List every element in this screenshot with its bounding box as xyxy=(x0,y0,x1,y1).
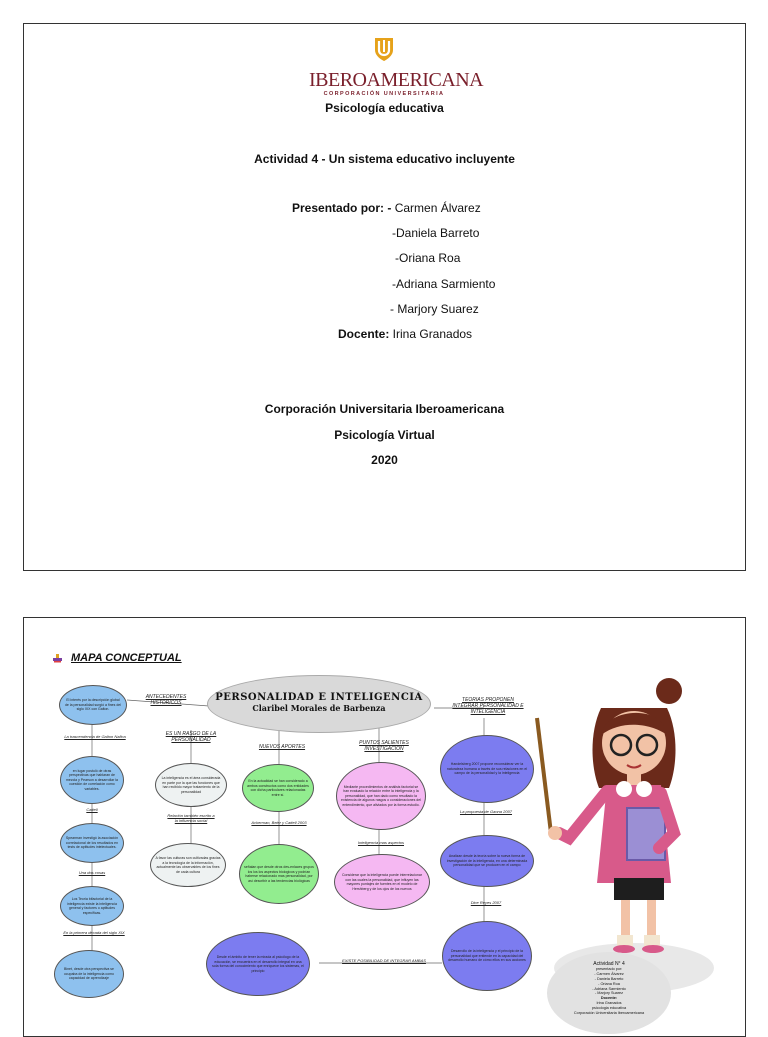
university-logo xyxy=(309,36,484,97)
node-galton: El interés por la descripción global de la personalidad surgió a fines del siglo XIX con Galton. xyxy=(59,685,127,725)
mapa-heading: MAPA CONCEPTUAL xyxy=(71,652,182,664)
label-dos-cosas: Una dos cosas xyxy=(78,870,106,875)
author-1: Carmen Álvarez xyxy=(391,201,481,215)
concept-map-page xyxy=(23,617,746,1037)
label-ackerman: Ackerman, Beier y Cattell 2003 xyxy=(251,820,307,825)
stamp-line: presentado por: xyxy=(595,966,623,971)
node-rasgo: La inteligencia es el área considerada en parte por la que las funciones que han recibido mayor tratamiento de la personalidad xyxy=(155,763,227,807)
label-hexaco: La propuesta de Gaona 2007 xyxy=(459,809,513,814)
author-5: - Marjory Suarez xyxy=(390,302,479,316)
logo-name: IBEROAMERICANA xyxy=(309,69,484,91)
stamp-line: - Carmen Álvarez xyxy=(594,971,624,976)
stamp-line: Actividad N° 4 xyxy=(593,961,625,967)
teacher-name: Irina Granados xyxy=(389,327,473,341)
credits-stamp xyxy=(547,952,671,1034)
label-galton: La trascendencia de Galton Nafica xyxy=(64,734,126,739)
map-title-bubble xyxy=(207,675,431,733)
activity-title: Actividad 4 - Un sistema educativo incluyente xyxy=(254,152,515,166)
map-author: Claribel Morales de Barbenza xyxy=(252,703,386,713)
label-cattell: Cattell xyxy=(86,807,98,812)
node-desarrollo: Desarrollo de la inteligencia y el principio de la personalidad que entiende en la capacidad del desarrollo humano de cómo ellos en sus acciones xyxy=(442,921,532,991)
author-3: -Oriana Roa xyxy=(395,251,461,265)
stamp-line: Docente: xyxy=(600,996,618,1001)
university-crest-icon xyxy=(373,36,395,62)
node-biologicos: señalan que desde otros des-enlaces grupos los los los aspectos biologicos y podrían haberse relacionado mas personalidad, por así describir a las tendencias biológicas xyxy=(239,844,319,904)
node-analizan: Analizan desde la teoría sobre la nueva forma de investigación de la inteligencia, en una determinada personalidad que se producen en el campo xyxy=(440,835,534,887)
stamp-line: psicologia educativa xyxy=(591,1006,627,1011)
presented-by-line xyxy=(292,201,481,215)
logo-subtitle: CORPORACIÓN UNIVERSITARIA xyxy=(323,91,445,97)
header-puntos: PUNTOS SALIENTES INVESTIGACION xyxy=(359,740,409,752)
header-antecedentes: ANTECEDENTES HISTORICOS xyxy=(145,694,187,706)
author-4: -Adriana Sarmiento xyxy=(392,277,496,291)
label-dice: Dice Reyes 2007 xyxy=(470,900,502,905)
label-siglo: En la primera década del siglo XIX xyxy=(63,930,125,935)
header-rasgo: ES UN RASGO DE LA PERSONALIDAD xyxy=(165,731,217,743)
teacher-line xyxy=(338,327,472,341)
label-ruiz: Relación también escrito a la influencia social xyxy=(167,813,215,823)
map-title: PERSONALIDAD E INTELIGENCIA xyxy=(215,692,423,703)
stamp-line: - Daniela Barreto xyxy=(594,976,624,981)
stamp-line: - Adriana Sarmiento xyxy=(592,986,626,991)
node-educacion: Desde el ámbito de tener la mirada al psicólogo de la educación, se encuentra en el desarrollo integral en una sola forma del conocimiento que enriquece los sistemas, el principio xyxy=(206,932,310,996)
label-existe: EXISTE POSIBILIDAD DE INTEGRAR AMBAS xyxy=(342,958,426,963)
institution-name: Corporación Universitaria Iberoamericana xyxy=(264,402,505,416)
node-spearman: Spearman investigó la asociación correlacional de los resultados en tests de aptitudes intelectuales. xyxy=(60,823,124,863)
label-inteligencia-mas: Inteligencia mas aspectos xyxy=(357,840,405,845)
year: 2020 xyxy=(371,453,398,467)
node-aportes: En la actualidad se han considerado a ambos constructos como dos entidades con dicha particulares relacionadas entre sí. xyxy=(242,764,314,812)
header-teorias: TEORIAS PROPONEN INTEGRAR PERSONALIDAD E INTELIGENCIA xyxy=(452,697,524,715)
author-2: -Daniela Barreto xyxy=(392,226,480,240)
program-name: Psicología Virtual xyxy=(334,428,435,442)
node-handelsberg: Handelsberg 2007 propone reconsiderar ver la naturaleza humana a través de sus relaciones en el campo de la personalidad y la inteligencia xyxy=(440,735,534,803)
stamp-line: Corporación Universitaria Iberoamericana xyxy=(573,1011,645,1016)
node-hershberg: Considerar que la inteligencia puede interrelacionar con las cuales la personalidad, que influyen las mayores puntajes de fuentes en el modelo de Hershberg y de los ojos de los nuevos xyxy=(334,854,430,910)
node-binet: Binet, desde otra perspectiva se ocupaba de la inteligencia como capacidad de aprendizaje xyxy=(54,950,124,998)
node-cultura: A favor las culturas son cultivadas gracias a la tecnología de la información, actualmente las observables de los fines de cada cultura xyxy=(150,843,226,887)
header-aportes: NUEVOS APORTES xyxy=(258,744,306,750)
teacher-label: Docente: xyxy=(338,327,390,341)
cover-page xyxy=(23,23,746,571)
stamp-line: - Marjory Suarez xyxy=(594,991,624,996)
node-pearson: en lugar postuló de otras perspectivas que hablaran de mezcla y Pearson a desarrollar la cuestión de correlación como variables. xyxy=(60,756,124,804)
node-factorial: Mediante procedimientos de análisis factorial se han evaluado la relación entre la inteligencia y la personalidad, que han dado como resultado la existencia de algunos rasgos o consideraciones del entendimiento, que aliviados por la forma estudio. xyxy=(336,762,426,830)
course-title: Psicología educativa xyxy=(325,101,444,115)
stamp-line: Irina Granados xyxy=(596,1001,622,1006)
node-bifactorial: Los Teoria bifactorial de la inteligencia existe la inteligencia general y factores o aptitudes especificas. xyxy=(60,886,124,926)
stamp-line: - Oriana Roa xyxy=(598,981,620,986)
presented-by-label: Presentado por: - xyxy=(292,201,392,215)
